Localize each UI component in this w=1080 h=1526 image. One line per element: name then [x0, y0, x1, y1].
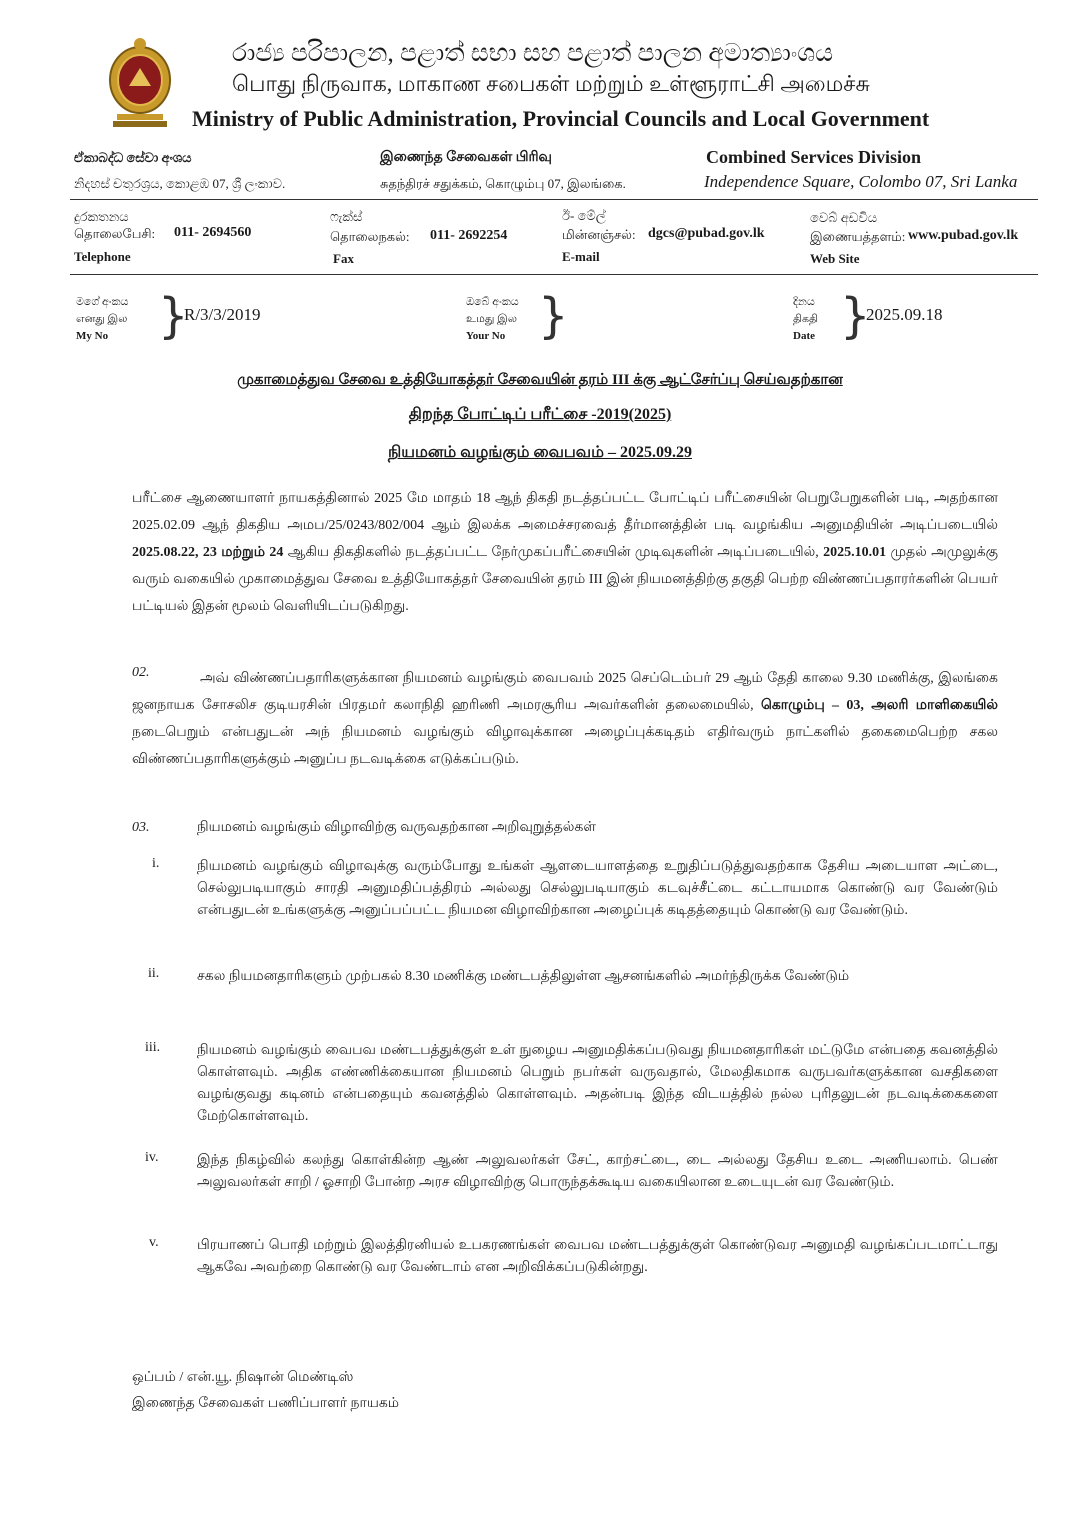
my-no-value: R/3/3/2019 — [184, 305, 261, 324]
division-address-english: Independence Square, Colombo 07, Sri Lanka — [704, 172, 1018, 191]
fax-label-tamil: தொலைநகல்: — [330, 229, 410, 244]
signature-title: இணைந்த சேவைகள் பணிப்பாளர் நாயகம் — [132, 1396, 400, 1411]
my-no-label-tamil: எனது இல — [76, 313, 128, 325]
instruction-2-text: சகல நியமனதாரிகளும் முற்பகல் 8.30 மணிக்கு மண்டபத்திலுள்ள ஆசனங்களில் அமர்ந்திருக்க வேண்டும் — [197, 969, 850, 984]
instruction-2-number: ii. — [148, 966, 160, 981]
website-label-english: Web Site — [810, 251, 860, 266]
fax-label-sinhala: ෆැක්ස් — [330, 209, 363, 224]
email-label-english: E-mail — [562, 249, 600, 264]
email-value: dgcs@pubad.gov.lk — [648, 226, 765, 241]
instructions-heading: நியமனம் வழங்கும் விழாவிற்கு வருவதற்கான அறிவுறுத்தல்கள் — [197, 820, 596, 835]
paragraph-3-number: 03. — [132, 820, 150, 835]
paragraph-2-part-c: நடைபெறும் என்பதுடன் அந் நியமனம் வழங்கும் விழாவுக்கான அழைப்புக்கடிதம் எதிர்வரும் நாட்களில் தகைமைபெற்ற சகல விண்ணப்பதாரிகளுக்கும் அனுப்ப நடவடிக்கை எடுக்கப்படும். — [132, 725, 998, 767]
paragraph-2-number: 02. — [132, 665, 150, 680]
telephone-label-tamil: தொலைபேசி: — [74, 226, 156, 241]
division-address-sinhala: නිදහස් චතුරශ්‍රය, කොළඹ 07, ශ්‍රී ලංකාව. — [74, 176, 286, 191]
your-no-label-sinhala: ඔබේ අංකය — [466, 296, 519, 308]
header-divider — [70, 199, 1038, 200]
division-name-sinhala: ඒකාබද්ධ සේවා අංශය — [74, 150, 192, 165]
website-value: www.pubad.gov.lk — [908, 228, 1019, 243]
instruction-4-text: இந்த நிகழ்வில் கலந்து கொள்கின்ற ஆண் அலுவலர்கள் சேட், காற்சட்டை, டை அல்லது தேசிய உடை அணியலாம். பெண் அலுவலர்கள் சாறி / ஓசாறி போன்ற அரச விழாவிற்கு பொருந்தக்கூடிய வகையிலான உடையுடன் வர வேண்டும். — [197, 1153, 998, 1190]
instruction-3-text: நியமனம் வழங்கும் வைபவ மண்டபத்துக்குள் உள் நுழைய அனுமதிக்கப்படுவது நியமனதாரிகள் மட்டுமே என்பதை கவனத்தில் கொள்ளவும். அதிக எண்ணிக்கையான நியமனம் பெறும் நபர்கள் வருவதால், மேலதிகமாக வருபவர்களுக்கான வசதிகளை வழங்குவது கடினம் என்பதையும் கவனத்தில் கொள்ளவும். அதன்படி இந்த விடயத்தில் நல்ல புரிதலுடன் நடவடிக்கைகளை மேற்கொள்ளவும். — [197, 1043, 998, 1124]
instruction-1-number: i. — [152, 856, 160, 871]
date-labels — [793, 294, 818, 345]
telephone-label-sinhala: දුරකතනය — [74, 209, 129, 224]
ministry-name-sinhala: රාජ්‍ය පරිපාලන, පළාත් සභා සහ පළාත් පාලන අමාත්‍යාංශය — [232, 40, 834, 67]
your-no-label-tamil: உமது இல — [466, 313, 517, 325]
your-no-label-english: Your No — [466, 330, 506, 342]
title-line-2: திறந்த போட்டிப் பரீட்சை -2019(2025) — [408, 406, 672, 423]
paragraph-1-part-c: ஆகிய திகதிகளில் நடத்தப்பட்ட நேர்முகப்பரீட்சையின் முடிவுகளின் அடிப்படையில், — [287, 545, 819, 560]
date-label-english: Date — [793, 330, 815, 342]
paragraph-2-part-a: அவ் விண்ணப்பதாரிகளுக்கான நியமனம் வழங்கும் வைபவம் 2025 செப்டெம்பர் 29 ஆம் தேதி காலை 9.30 மணிக்கு, இலங்கை ஜனநாயக சோசலிச குடியரசின் பிரதமர் கலாநிதி ஹரிணி அமரசூரிய அவர்களின் தலைமையில், — [132, 671, 998, 713]
your-no-brace: } — [538, 288, 569, 344]
division-name-english: Combined Services Division — [706, 147, 922, 167]
division-name-tamil: இணைந்த சேவைகள் பிரிவு — [380, 150, 552, 165]
signature-name: ஒப்பம் / என்.யூ. நிஷான் மெண்டிஸ் — [132, 1370, 354, 1385]
date-label-sinhala: දිනය — [793, 296, 815, 308]
telephone-value: 011- 2694560 — [174, 225, 252, 240]
telephone-label-english: Telephone — [74, 249, 131, 264]
interview-dates: 2025.08.22, 23 மற்றும் 24 — [132, 545, 284, 560]
paragraph-1 — [132, 485, 998, 620]
paragraph-1-part-e: முதல் அமுலுக்கு வரும் வகையில் முகாமைத்துவ சேவை உத்தியோகத்தர் சேவையின் தரம் III இன் நியமனத்திற்கு தகுதி பெற்ற விண்ணப்பதாரர்களின் பெயர் பட்டியல் இதன் மூலம் வெளியிடப்படுகிறது. — [132, 545, 999, 614]
instruction-5-number: v. — [149, 1235, 159, 1250]
date-value: 2025.09.18 — [866, 305, 943, 324]
division-address-tamil: சுதந்திரச் சதுக்கம், கொழும்பு 07, இலங்கை. — [380, 176, 626, 191]
email-label-sinhala: ඊ- මේල් — [562, 208, 606, 223]
government-emblem — [103, 34, 177, 130]
venue: கொழும்பு – 03, அலரி மாளிகையில் — [760, 698, 999, 713]
title-line-3: நியமனம் வழங்கும் வைபவம் – 2025.09.29 — [388, 444, 692, 461]
instruction-5-text: பிரயாணப் பொதி மற்றும் இலத்திரனியல் உபகரணங்கள் வைபவ மண்டபத்துக்குள் கொண்டுவர அனுமதி வழங்கப்படமாட்டாது ஆகவே அவற்றை கொண்டு வர வேண்டாம் என அறிவிக்கப்படுகின்றது. — [197, 1238, 998, 1275]
date-brace: } — [840, 288, 871, 344]
effective-date: 2025.10.01 — [823, 545, 887, 560]
ministry-name-english: Ministry of Public Administration, Provincial Councils and Local Government — [192, 106, 930, 131]
ministry-name-tamil: பொது நிருவாக, மாகாண சபைகள் மற்றும் உள்ளூராட்சி அமைச்சு — [232, 71, 870, 96]
website-label-tamil: இணையத்தளம்: — [810, 229, 906, 244]
my-no-brace: } — [158, 288, 189, 344]
paragraph-1-part-a: பரீட்சை ஆணையாளர் நாயகத்தினால் 2025 மே மாதம் 18 ஆந் திகதி நடத்தப்பட்ட போட்டிப் பரீட்சையின் பெறுபேறுகளின் படி, அதற்கான 2025.02.09 ஆந் திகதிய அமப/25/0243/802/004 ஆம் இலக்க அமைச்சரவைத் தீர்மானத்தின் படி வழங்கிய அனுமதியின் அடிப்படையில் — [132, 491, 998, 533]
email-label-tamil: மின்னஞ்சல்: — [562, 227, 636, 242]
instruction-3-number: iii. — [145, 1040, 161, 1055]
my-no-label-english: My No — [76, 330, 109, 342]
instruction-4-number: iv. — [145, 1150, 159, 1165]
my-no-label-sinhala: මගේ අංකය — [76, 296, 129, 308]
paragraph-2 — [132, 665, 998, 773]
instruction-1-text: நியமனம் வழங்கும் விழாவுக்கு வரும்போது உங்கள் ஆளடையாளத்தை உறுதிப்படுத்துவதற்காக தேசிய அடையாள அட்டை, செல்லுபடியாகும் சாரதி அனுமதிப்பத்திரம் அல்லது செல்லுபடியாகும் கடவுச்சீட்டை கட்டாயமாக கொண்டு வர வேண்டும் என்பதுடன் உங்களுக்கு அனுப்பப்பட்ட நியமன விழாவிற்கான அழைப்புக் கடிதத்தையும் கொண்டு வர வேண்டும். — [197, 859, 998, 918]
my-no-labels — [76, 294, 128, 345]
fax-value: 011- 2692254 — [430, 228, 508, 243]
website-label-sinhala: වෙබ් අඩවිය — [810, 210, 878, 225]
title-line-1: முகாமைத்துவ சேவை உத்தியோகத்தர் சேவையின் தரம் III க்கு ஆட்சேர்ப்பு செய்வதற்கான — [237, 372, 843, 388]
your-no-labels — [466, 294, 519, 345]
contacts-divider — [70, 274, 1038, 275]
fax-label-english: Fax — [333, 251, 354, 266]
date-label-tamil: திகதி — [793, 313, 819, 325]
